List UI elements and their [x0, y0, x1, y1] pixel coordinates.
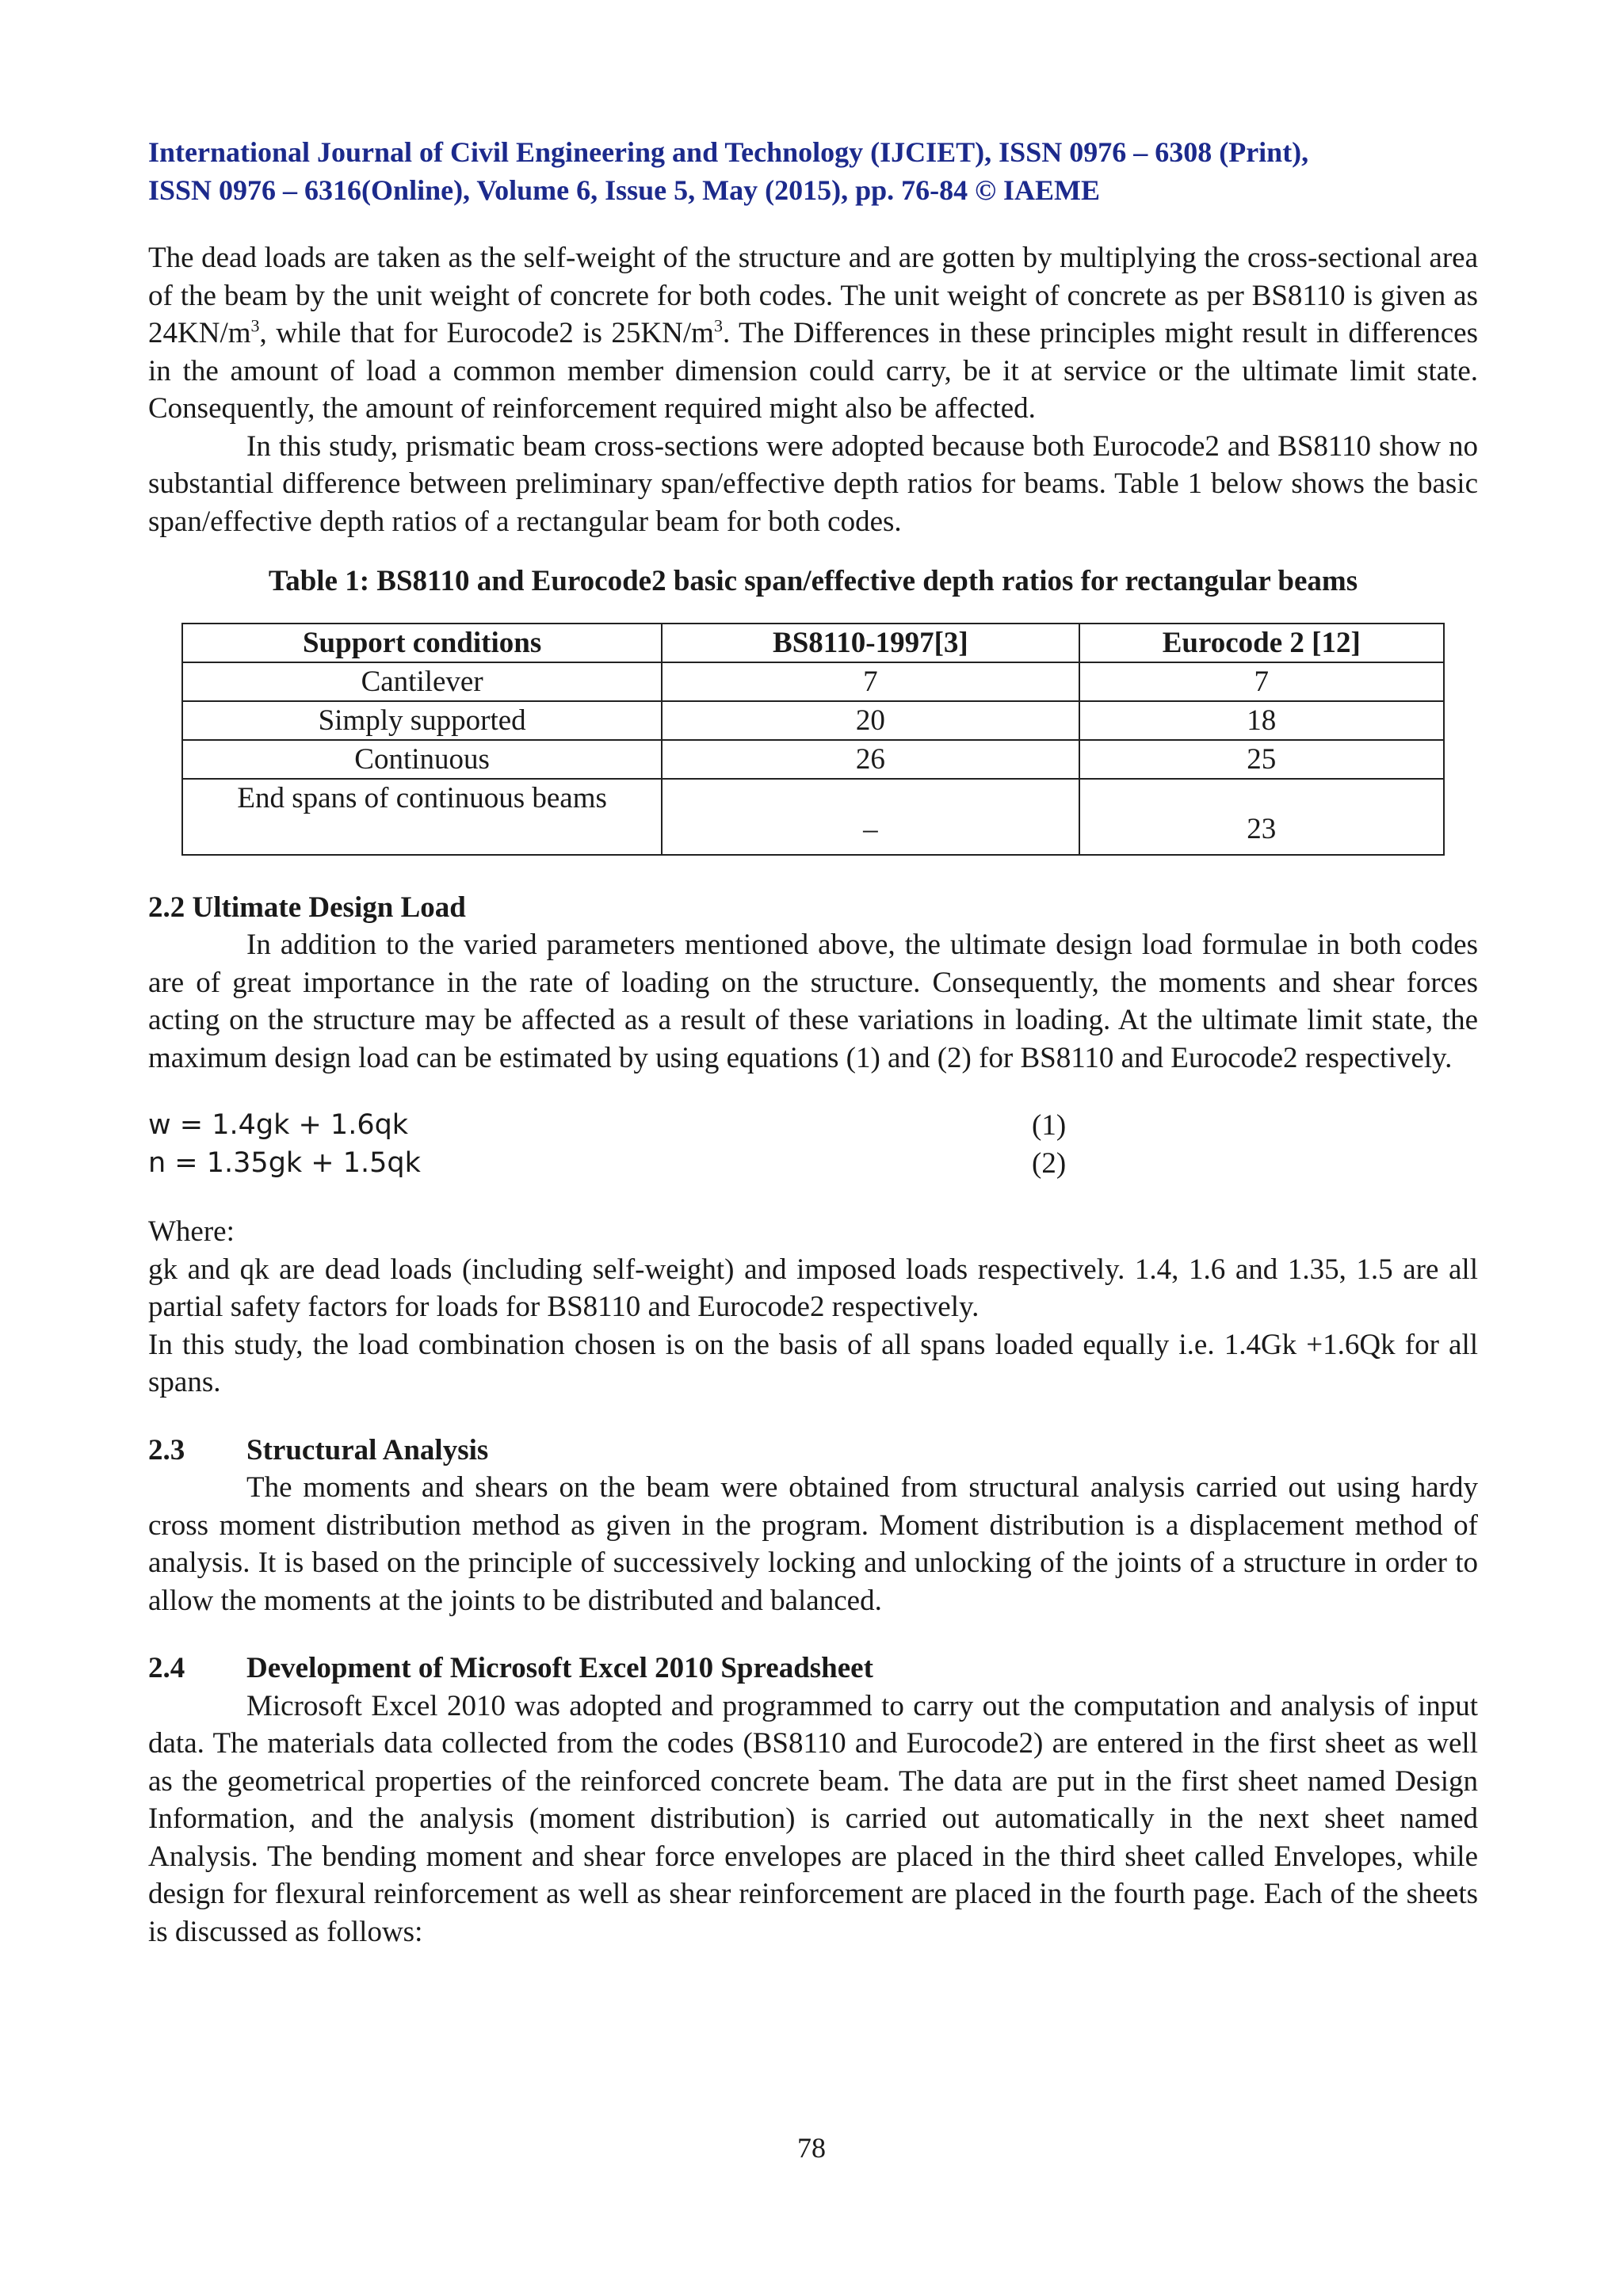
equation-1 [148, 1107, 1478, 1145]
section-2-2-paragraph-2: gk and qk are dead loads (including self-weight) and imposed loads respectively. 1.4, 1.6 and 1.35, 1.5 are all partial safety factors for loads for BS8110 and Eurocode2 respectively. [148, 1253, 1478, 1323]
table-cell: Simply supported [182, 701, 662, 740]
header-support-conditions: Support conditions [182, 624, 662, 662]
header-eurocode2: Eurocode 2 [12] [1079, 624, 1444, 662]
table-cell: Cantilever [182, 662, 662, 701]
table-row [182, 740, 1444, 779]
equation-1-text: w = 1.4gk + 1.6qk [148, 1109, 409, 1141]
where-label: Where: [148, 1215, 235, 1248]
span-depth-ratio-table [181, 623, 1445, 856]
table-caption: Table 1: BS8110 and Eurocode2 basic span/effective depth ratios for rectangular beams [268, 565, 1358, 597]
table-row [182, 701, 1444, 740]
table-cell: 20 [662, 701, 1079, 740]
table-cell: 18 [1079, 701, 1444, 740]
equation-2 [148, 1145, 1478, 1183]
table-cell: 7 [1079, 662, 1444, 701]
page-number: 78 [797, 2132, 826, 2164]
table-cell: Continuous [182, 740, 662, 779]
table-row [182, 779, 1444, 855]
running-header [148, 133, 1480, 209]
intro-paragraph-2: In this study, prismatic beam cross-sections were adopted because both Eurocode2 and BS8110 show no substantial difference between preliminary span/effective depth ratios for beams. Table 1 below shows the basic span/effective depth ratios of a rectangular beam for both codes. [148, 429, 1478, 538]
intro-paragraph-1: The dead loads are taken as the self-weight of the structure and are gotten by multiplying the cross-sectional area of the beam by the unit weight of concrete for both codes. The unit weight of concrete as per BS8110 is given as $24KN/m^3$, while that for Eurocode2 is $25KN/m^3$. The Differences in these principles might result in differences in the amount of load a common member dimension could carry, be it at service or the ultimate limit state. Consequently, the amount of reinforcement required might also be affected. [148, 242, 1478, 425]
equation-2-number: (2) [1032, 1147, 1067, 1180]
table-cell: 26 [662, 740, 1079, 779]
equation-2-text: n = 1.35gk + 1.5qk [148, 1147, 421, 1179]
body-content [148, 239, 1478, 1951]
table-cell: End spans of continuous beams [182, 779, 662, 855]
header-line-1: International Journal of Civil Engineering and Technology (IJCIET), ISSN 0976 – 6308 (Print), [148, 136, 1309, 168]
header-line-2: ISSN 0976 – 6316(Online), Volume 6, Issue 5, May (2015), pp. 76-84 © IAEME [148, 174, 1101, 206]
section-2-2-paragraph-3: In this study, the load combination chosen is on the basis of all spans loaded equally i.e. 1.4Gk +1.6Qk for all spans. [148, 1328, 1478, 1398]
section-heading-2-3: 2.3 Structural Analysis [148, 1433, 489, 1466]
section-heading-2-2: 2.2 Ultimate Design Load [148, 891, 466, 924]
table-cell: 25 [1079, 740, 1444, 779]
equation-1-number: (1) [1032, 1109, 1067, 1142]
header-bs8110: BS8110-1997[3] [662, 624, 1079, 662]
table-header-row [182, 624, 1444, 662]
table-cell: 23 [1079, 779, 1444, 855]
section-2-3-paragraph-1: The moments and shears on the beam were obtained from structural analysis carried out using hardy cross moment distribution method as given in the program. Moment distribution is a displacement method of analysis. It is based on the principle of successively locking and unlocking of the joints of a structure in order to allow the moments at the joints to be distributed and balanced. [148, 1471, 1478, 1617]
section-2-2-paragraph-1: In addition to the varied parameters mentioned above, the ultimate design load formulae in both codes are of great importance in the rate of loading on the structure. Consequently, the moments and shear forces acting on the structure may be affected as a result of these variations in loading. At the ultimate limit state, the maximum design load can be estimated by using equations (1) and (2) for BS8110 and Eurocode2 respectively. [148, 929, 1478, 1074]
section-heading-2-4: 2.4 Development of Microsoft Excel 2010 Spreadsheet [148, 1652, 873, 1684]
table-cell: 7 [662, 662, 1079, 701]
table-row [182, 662, 1444, 701]
section-2-4-paragraph-1: Microsoft Excel 2010 was adopted and programmed to carry out the computation and analysis of input data. The materials data collected from the codes (BS8110 and Eurocode2) are entered in the first sheet as well as the geometrical properties of the reinforced concrete beam. The data are put in the first sheet named Design Information, and the analysis (moment distribution) is carried out automatically in the next sheet named Analysis. The bending moment and shear force envelopes are placed in the third sheet called Envelopes, while design for flexural reinforcement as well as shear reinforcement are placed in the fourth page. Each of the sheets is discussed as follows: [148, 1689, 1478, 1948]
table-cell: – [662, 779, 1079, 855]
